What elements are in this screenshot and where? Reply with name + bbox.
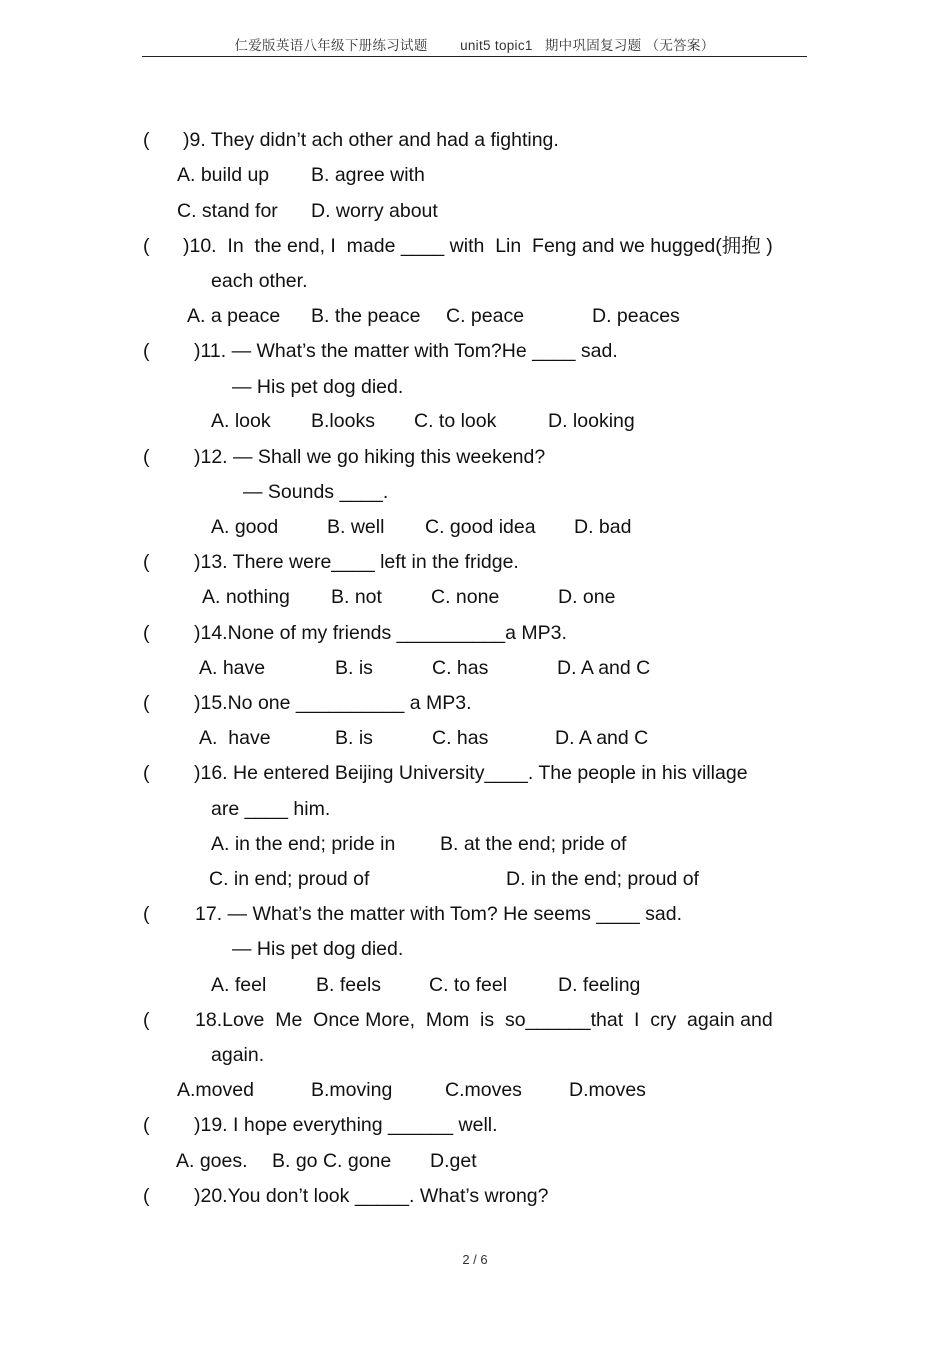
q17-option-d: D. feeling: [558, 974, 641, 996]
page-number: 2 / 6: [462, 1252, 488, 1267]
q14-option-d: D. A and C: [557, 657, 651, 679]
question-18-stem-cont: again.: [211, 1044, 265, 1066]
q9-option-a: A. build up: [177, 164, 270, 186]
header-title-tail: 期中巩固复习题 （无答案）: [544, 38, 715, 53]
question-12-stem: )12. — Shall we go hiking this weekend?: [194, 446, 546, 468]
question-10-stem-cont: each other.: [211, 270, 308, 292]
question-19-stem: )19. I hope everything ______ well.: [194, 1114, 498, 1136]
q10-option-d: D. peaces: [592, 305, 680, 327]
question-10-stem: )10. In the end, I made ____ with Lin Feng and we hugged(拥抱 ): [183, 235, 773, 257]
q12-option-c: C. good idea: [425, 516, 536, 538]
q19-option-a: A. goes.: [176, 1150, 248, 1172]
answer-paren: (: [143, 762, 150, 784]
q15-option-d: D. A and C: [555, 727, 649, 749]
question-18-stem: 18.Love Me Once More, Mom is so______that I cry again and: [195, 1009, 773, 1031]
q18-option-c: C.moves: [445, 1079, 522, 1101]
q13-option-c: C. none: [431, 586, 500, 608]
q9-option-c: C. stand for: [177, 200, 278, 222]
answer-paren: (: [143, 692, 150, 714]
answer-paren: (: [143, 129, 150, 151]
question-11-stem: )11. — What’s the matter with Tom?He ____ sad.: [194, 340, 618, 362]
question-17-stem: 17. — What’s the matter with Tom? He seems ____ sad.: [195, 903, 683, 925]
answer-paren: (: [143, 903, 150, 925]
question-14-stem: )14.None of my friends __________a MP3.: [194, 622, 567, 644]
answer-paren: (: [143, 446, 150, 468]
q12-option-b: B. well: [327, 516, 385, 538]
q18-option-b: B.moving: [311, 1079, 393, 1101]
q16-option-c: C. in end; proud of: [209, 868, 370, 890]
q10-option-c: C. peace: [446, 305, 525, 327]
q14-option-c: C. has: [432, 657, 489, 679]
header-title-en: unit5 topic1: [460, 38, 533, 53]
q13-option-b: B. not: [331, 586, 382, 608]
q14-option-a: A. have: [199, 657, 266, 679]
q18-option-d: D.moves: [569, 1079, 646, 1101]
answer-paren: (: [143, 551, 150, 573]
q9-option-d: D. worry about: [311, 200, 438, 222]
q15-option-b: B. is: [335, 727, 373, 749]
question-17-reply: — His pet dog died.: [232, 938, 404, 960]
question-11-reply: — His pet dog died.: [232, 376, 404, 398]
answer-paren: (: [143, 1185, 150, 1207]
q10-option-a: A. a peace: [187, 305, 281, 327]
answer-paren: (: [143, 1114, 150, 1136]
q17-option-b: B. feels: [316, 974, 382, 996]
q16-option-a: A. in the end; pride in: [211, 833, 396, 855]
answer-paren: (: [143, 340, 150, 362]
question-16-stem-cont: are ____ him.: [211, 798, 331, 820]
q9-option-b: B. agree with: [311, 164, 425, 186]
q17-option-a: A. feel: [211, 974, 267, 996]
q11-option-b: B.looks: [311, 410, 375, 432]
answer-paren: (: [143, 622, 150, 644]
question-20-stem: )20.You don’t look _____. What’s wrong?: [194, 1185, 549, 1207]
question-12-reply: — Sounds ____.: [243, 481, 389, 503]
q16-option-d: D. in the end; proud of: [506, 868, 699, 890]
question-16-stem: )16. He entered Beijing University____. The people in his village: [194, 762, 748, 784]
q19-option-bc: B. go C. gone: [272, 1150, 392, 1172]
q11-option-c: C. to look: [414, 410, 497, 432]
question-13-stem: )13. There were____ left in the fridge.: [194, 551, 519, 573]
q17-option-c: C. to feel: [429, 974, 508, 996]
q18-option-a: A.moved: [177, 1079, 254, 1101]
q14-option-b: B. is: [335, 657, 373, 679]
page-header: [142, 34, 807, 57]
q19-option-d: D.get: [430, 1150, 477, 1172]
q13-option-a: A. nothing: [202, 586, 290, 608]
q15-option-c: C. has: [432, 727, 489, 749]
q13-option-d: D. one: [558, 586, 616, 608]
header-title-cn: 仁爱版英语八年级下册练习试题: [234, 38, 428, 53]
q12-option-d: D. bad: [574, 516, 632, 538]
q10-option-b: B. the peace: [311, 305, 421, 327]
answer-paren: (: [143, 235, 150, 257]
q12-option-a: A. good: [211, 516, 279, 538]
answer-paren: (: [143, 1009, 150, 1031]
question-15-stem: )15.No one __________ a MP3.: [194, 692, 472, 714]
question-9-stem: )9. They didn’t ach other and had a fighting.: [183, 129, 559, 151]
q11-option-a: A. look: [211, 410, 271, 432]
q11-option-d: D. looking: [548, 410, 635, 432]
q16-option-b: B. at the end; pride of: [440, 833, 627, 855]
q15-option-a: A. have: [199, 727, 271, 749]
